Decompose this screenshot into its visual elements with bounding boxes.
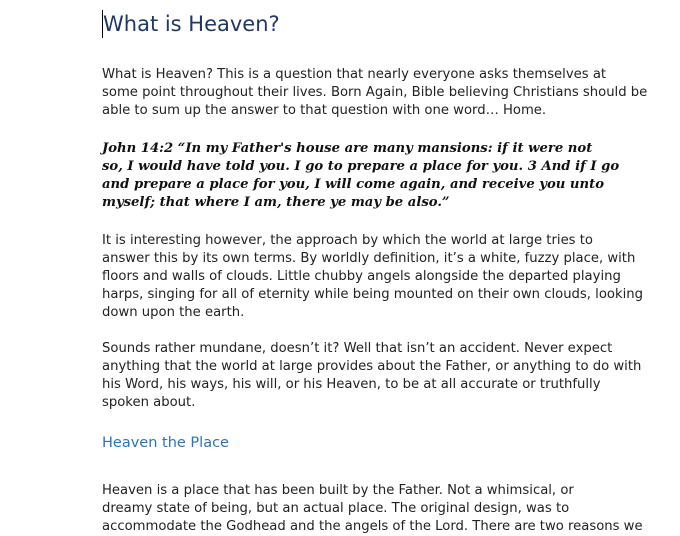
text-line: and prepare a place for you, I will come again, and receive you unto <box>102 177 605 192</box>
page-title[interactable]: What is Heaven? <box>103 12 280 36</box>
text-line: so, I would have told you. I go to prepare a place for you. 3 And if I go <box>102 159 620 174</box>
text-line: floors and walls of clouds. Little chubby angels alongside the departed playing <box>102 269 621 284</box>
text-line: answer this by its own terms. By worldly definition, it’s a white, fuzzy place, with <box>102 251 636 266</box>
text-line: able to sum up the answer to that question with one word… Home. <box>102 103 547 118</box>
paragraph-world-view[interactable] <box>62 232 644 322</box>
text-line: It is interesting however, the approach by which the world at large tries to <box>102 233 593 248</box>
text-line: myself; that where I am, there ye may be also.” <box>102 195 450 210</box>
text-line: some point throughout their lives. Born Again, Bible believing Christians should be <box>102 85 648 100</box>
text-line: his Word, his ways, his will, or his Heaven, to be at all accurate or truthfully <box>102 377 601 392</box>
text-line: dreamy state of being, but an actual place. The original design, was to <box>102 501 570 516</box>
text-line: anything that the world at large provides about the Father, or anything to do with <box>102 359 642 374</box>
text-line: Sounds rather mundane, doesn’t it? Well that isn’t an accident. Never expect <box>102 341 613 356</box>
paragraph-mundane[interactable] <box>62 340 642 412</box>
text-line: spoken about. <box>102 395 196 410</box>
text-line: John 14:2 “In my Father's house are many mansions: if it were not <box>102 141 593 156</box>
text-line: Heaven is a place that has been built by the Father. Not a whimsical, or <box>102 483 574 498</box>
text-line: accommodate the Godhead and the angels of the Lord. There are two reasons we <box>102 519 643 534</box>
scripture-quote[interactable] <box>62 140 628 212</box>
paragraph-intro[interactable] <box>62 66 648 120</box>
section-heading[interactable]: Heaven the Place <box>102 435 229 451</box>
text-line: What is Heaven? This is a question that nearly everyone asks themselves at <box>102 67 607 82</box>
text-line: harps, singing for all of eternity while being mounted on their own clouds, looking <box>102 287 644 302</box>
paragraph-heaven-place[interactable] <box>62 482 643 536</box>
text-line: down upon the earth. <box>102 305 245 320</box>
